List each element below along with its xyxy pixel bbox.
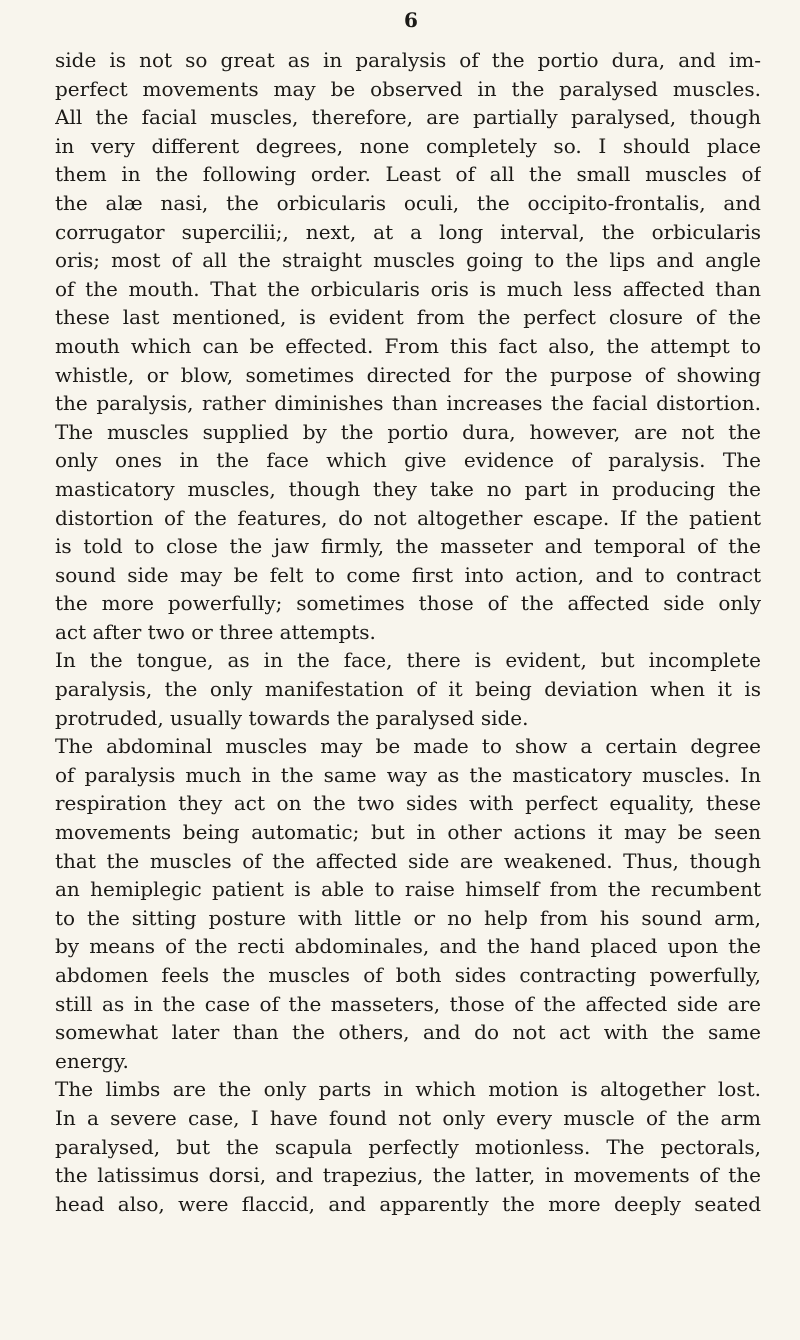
text-line: energy. xyxy=(55,1048,129,1073)
text-line: the alæ nasi, the orbicularis oculi, the occipito-frontalis, and xyxy=(55,190,761,215)
text-line: oris; most of all the straight muscles going to the lips and angle xyxy=(55,248,761,273)
text-line: the paralysis, rather diminishes than increases the facial distortion. xyxy=(55,391,761,416)
text-line: side is not so great as in paralysis of the portio dura, and im- xyxy=(55,48,761,72)
text-line: perfect movements may be observed in the paralysed muscles. xyxy=(55,76,761,101)
text-line: paralysis, the only manifestation of it being deviation when it is xyxy=(55,677,761,702)
body-text xyxy=(55,46,761,1218)
text-line: these last mentioned, is evident from the perfect closure of the xyxy=(55,305,761,330)
text-line: act after two or three attempts. xyxy=(55,619,376,644)
text-line: to the sitting posture with little or no help from his sound arm, xyxy=(55,905,761,930)
text-line: by means of the recti abdominales, and the hand placed upon the xyxy=(55,934,761,959)
text-line: the more powerfully; sometimes those of the affected side only xyxy=(55,591,761,616)
text-line: somewhat later than the others, and do not act with the same xyxy=(55,1020,761,1045)
text-line: sound side may be felt to come first into action, and to contract xyxy=(55,562,761,587)
text-line: movements being automatic; but in other actions it may be seen xyxy=(55,820,761,845)
text-line: distortion of the features, do not altogether escape. If the patient xyxy=(55,505,761,530)
text-line: The abdominal muscles may be made to show a certain degree xyxy=(55,734,761,759)
text-line: that the muscles of the affected side are weakened. Thus, though xyxy=(55,848,761,873)
text-line: the latissimus dorsi, and trapezius, the latter, in movements of the xyxy=(55,1163,761,1188)
text-line: of the mouth. That the orbicularis oris is much less affected than xyxy=(55,276,761,301)
text-line: paralysed, but the scapula perfectly motionless. The pectorals, xyxy=(55,1134,761,1159)
text-line: In the tongue, as in the face, there is evident, but incomplete xyxy=(55,648,761,673)
text-line: All the facial muscles, therefore, are partially paralysed, though xyxy=(55,105,761,130)
text-line: The muscles supplied by the portio dura, however, are not the xyxy=(55,419,761,444)
text-line: respiration they act on the two sides with perfect equality, these xyxy=(55,791,761,816)
text-line: of paralysis much in the same way as the masticatory muscles. In xyxy=(55,762,761,787)
text-line: still as in the case of the masseters, those of the affected side are xyxy=(55,991,761,1016)
text-line: is told to close the jaw firmly, the masseter and temporal of the xyxy=(55,534,761,559)
text-line: whistle, or blow, sometimes directed for the purpose of showing xyxy=(55,362,761,387)
text-line: mouth which can be effected. From this fact also, the attempt to xyxy=(55,333,761,358)
page-number: 6 xyxy=(404,8,418,32)
text-line: an hemiplegic patient is able to raise himself from the recumbent xyxy=(55,877,761,902)
text-line: head also, were flaccid, and apparently the more deeply seated xyxy=(55,1191,761,1216)
text-line: In a severe case, I have found not only every muscle of the arm xyxy=(55,1105,761,1130)
text-line: only ones in the face which give evidence of paralysis. The xyxy=(55,448,761,473)
text-line: abdomen feels the muscles of both sides contracting powerfully, xyxy=(55,963,761,987)
text-line: The limbs are the only parts in which motion is altogether lost. xyxy=(55,1077,761,1102)
text-line: in very different degrees, none completely so. I should place xyxy=(55,133,761,158)
text-line: corrugator supercilii;, next, at a long interval, the orbicularis xyxy=(55,219,761,244)
text-line: protruded, usually towards the paralysed side. xyxy=(55,705,529,730)
text-line: them in the following order. Least of all the small muscles of xyxy=(55,162,761,187)
text-line: masticatory muscles, though they take no part in producing the xyxy=(55,476,761,501)
